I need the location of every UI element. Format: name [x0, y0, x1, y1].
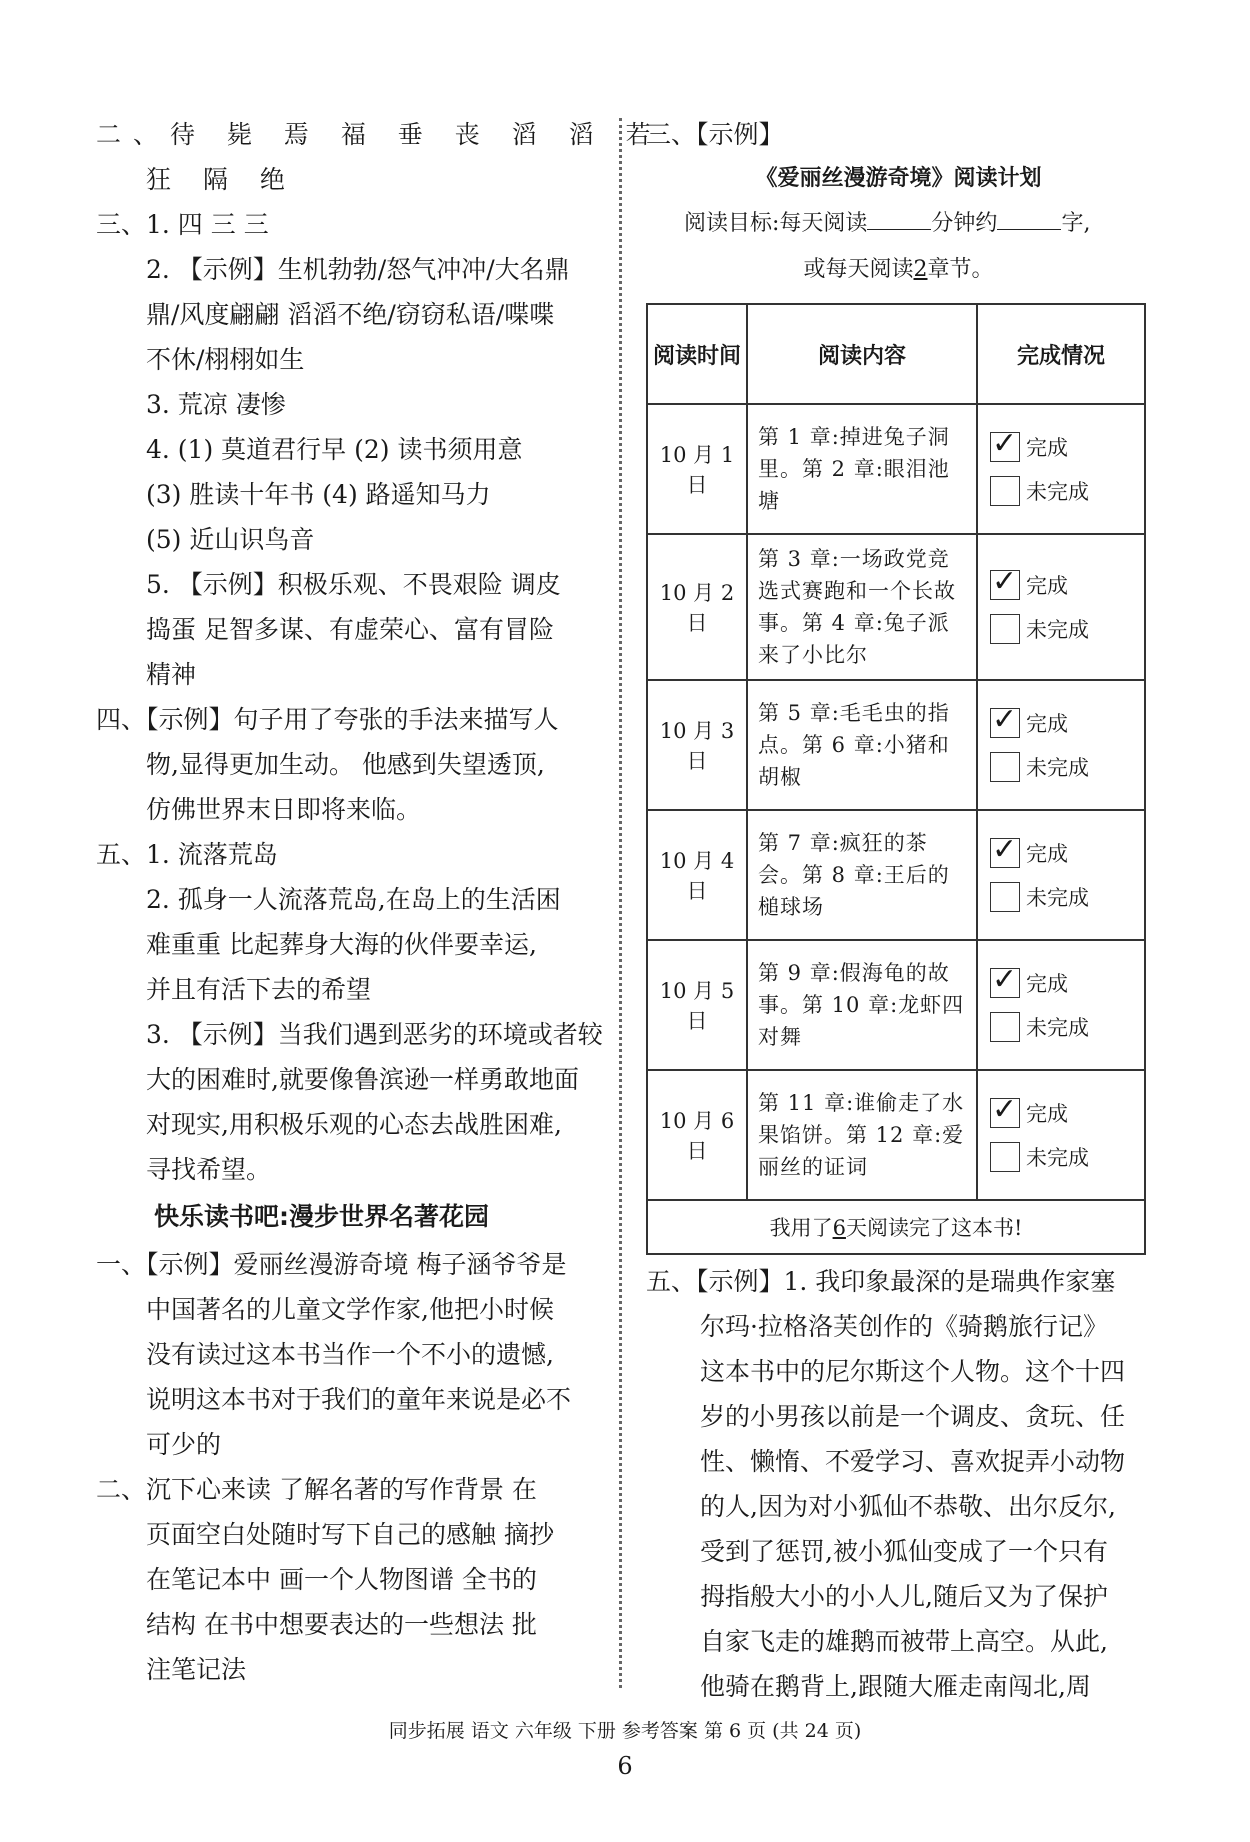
done-option: ✓ 完成 — [990, 961, 1132, 1005]
left-answers-part1 — [96, 112, 663, 1192]
text-line: 5. 【示例】积极乐观、不畏艰险 调皮 — [146, 570, 561, 599]
text-line: 岁的小男孩以前是一个调皮、贪玩、任 — [700, 1402, 1126, 1431]
text-line: 中国著名的儿童文学作家,他把小时候 — [146, 1295, 554, 1324]
text-line: 精神 — [146, 660, 197, 689]
text-line: 物,显得更加生动。 他感到失望透顶, — [146, 750, 545, 779]
checked-checkbox-icon — [990, 968, 1020, 998]
row-content: 第 11 章:谁偷走了水果馅饼。第 12 章:爱丽丝的证词 — [747, 1070, 977, 1200]
row-date: 10 月 2 日 — [647, 534, 747, 680]
plan-title: 《爱丽丝漫游奇境》阅读计划 — [755, 166, 1042, 191]
section-label: 三、【示例】 — [646, 120, 784, 149]
row-date: 10 月 6 日 — [647, 1070, 747, 1200]
header-content: 阅读内容 — [747, 304, 977, 404]
row-content: 第 7 章:疯狂的茶会。第 8 章:王后的槌球场 — [747, 810, 977, 940]
row-status — [977, 404, 1145, 534]
text-line: 狂 隔 绝 — [146, 165, 297, 194]
text-line: 捣蛋 足智多谋、有虚荣心、富有冒险 — [146, 615, 554, 644]
text-line: 在笔记本中 画一个人物图谱 全书的 — [146, 1565, 537, 1594]
not-done-option: 未完成 — [990, 875, 1132, 919]
text-line: 页面空白处随时写下自己的感触 摘抄 — [146, 1520, 554, 1549]
row-date: 10 月 4 日 — [647, 810, 747, 940]
reading-goal-line2: 或每天阅读2章节。 — [803, 257, 994, 282]
text-line: 受到了惩罚,被小狐仙变成了一个只有 — [700, 1537, 1108, 1566]
text-line: 4. (1) 莫道君行早 (2) 读书须用意 — [146, 435, 523, 464]
row-content: 第 9 章:假海龟的故事。第 10 章:龙虾四对舞 — [747, 940, 977, 1070]
text-line: (3) 胜读十年书 (4) 路遥知马力 — [146, 480, 491, 509]
text-line: 他骑在鹅背上,跟随大雁走南闯北,周 — [700, 1672, 1091, 1701]
text-line: 尔玛·拉格洛芙创作的《骑鹅旅行记》 — [700, 1312, 1108, 1341]
checked-checkbox-icon — [990, 432, 1020, 462]
row-date: 10 月 3 日 — [647, 680, 747, 810]
empty-checkbox-icon — [990, 882, 1020, 912]
reading-plan-table — [646, 303, 1146, 1255]
row-status — [977, 534, 1145, 680]
empty-checkbox-icon — [990, 752, 1020, 782]
row-status — [977, 1070, 1145, 1200]
done-option: ✓ 完成 — [990, 1091, 1132, 1135]
reading-goal: 阅读目标:每天阅读 分钟约 字, — [646, 201, 1151, 247]
table-row — [647, 680, 1145, 810]
text-line: 三、1. 四 三 三 — [96, 210, 269, 239]
empty-checkbox-icon — [990, 1142, 1020, 1172]
text-line: 这本书中的尼尔斯这个人物。这个十四 — [700, 1357, 1126, 1386]
row-status — [977, 940, 1145, 1070]
text-line: 3. 荒凉 凄惨 — [146, 390, 286, 419]
text-line: 二、沉下心来读 了解名著的写作背景 在 — [96, 1475, 537, 1504]
left-column — [96, 112, 663, 1692]
not-done-option: 未完成 — [990, 745, 1132, 789]
checked-checkbox-icon — [990, 838, 1020, 868]
checked-checkbox-icon — [990, 708, 1020, 738]
text-line: 仿佛世界末日即将来临。 — [146, 795, 422, 824]
table-row — [647, 1070, 1145, 1200]
blank-minutes — [867, 207, 931, 230]
text-line: 结构 在书中想要表达的一些想法 批 — [146, 1610, 537, 1639]
row-content: 第 3 章:一场政党竞选式赛跑和一个长故事。第 4 章:兔子派来了小比尔 — [747, 534, 977, 680]
empty-checkbox-icon — [990, 476, 1020, 506]
page-footer: 同步拓展 语文 六年级 下册 参考答案 第 6 页 (共 24 页) — [388, 1720, 862, 1742]
right-answers — [646, 1259, 1151, 1709]
header-status: 完成情况 — [977, 304, 1145, 404]
row-date: 10 月 1 日 — [647, 404, 747, 534]
section-heading: 快乐读书吧:漫步世界名著花园 — [154, 1202, 489, 1231]
text-line: 注笔记法 — [146, 1655, 247, 1684]
text-line: 并且有活下去的希望 — [146, 975, 372, 1004]
not-done-option: 未完成 — [990, 607, 1132, 651]
text-line: 大的困难时,就要像鲁滨逊一样勇敢地面 — [146, 1065, 579, 1094]
text-line: (5) 近山识鸟音 — [146, 525, 315, 554]
text-line: 一、【示例】爱丽丝漫游奇境 梅子涵爷爷是 — [96, 1250, 567, 1279]
header-time: 阅读时间 — [647, 304, 747, 404]
text-line: 对现实,用积极乐观的心态去战胜困难, — [146, 1110, 562, 1139]
text-line: 自家飞走的雄鹅而被带上高空。从此, — [700, 1627, 1108, 1656]
row-content: 第 1 章:掉进兔子洞里。第 2 章:眼泪池塘 — [747, 404, 977, 534]
done-option: ✓ 完成 — [990, 563, 1132, 607]
empty-checkbox-icon — [990, 614, 1020, 644]
not-done-option: 未完成 — [990, 1005, 1132, 1049]
text-line: 不休/栩栩如生 — [146, 345, 305, 374]
row-content: 第 5 章:毛毛虫的指点。第 6 章:小猪和胡椒 — [747, 680, 977, 810]
blank-words — [997, 207, 1061, 230]
table-row — [647, 534, 1145, 680]
right-column — [646, 112, 1151, 1709]
table-row — [647, 404, 1145, 534]
done-option: ✓ 完成 — [990, 701, 1132, 745]
text-line: 五、1. 流落荒岛 — [96, 840, 278, 869]
row-date: 10 月 5 日 — [647, 940, 747, 1070]
row-status — [977, 680, 1145, 810]
text-line: 可少的 — [146, 1430, 222, 1459]
text-line: 二、待 毙 焉 福 垂 丧 滔 滔 若 — [96, 120, 663, 149]
text-line: 五、【示例】1. 我印象最深的是瑞典作家塞 — [646, 1267, 1116, 1296]
table-row — [647, 810, 1145, 940]
text-line: 2. 孤身一人流落荒岛,在岛上的生活困 — [146, 885, 561, 914]
not-done-option: 未完成 — [990, 1135, 1132, 1179]
text-line: 性、懒惰、不爱学习、喜欢捉弄小动物 — [700, 1447, 1126, 1476]
text-line: 寻找希望。 — [146, 1155, 272, 1184]
text-line: 说明这本书对于我们的童年来说是必不 — [146, 1385, 572, 1414]
done-option: ✓ 完成 — [990, 831, 1132, 875]
text-line: 的人,因为对小狐仙不恭敬、出尔反尔, — [700, 1492, 1116, 1521]
text-line: 没有读过这本书当作一个不小的遗憾, — [146, 1340, 554, 1369]
not-done-option: 未完成 — [990, 469, 1132, 513]
text-line: 拇指般大小的小人儿,随后又为了保护 — [700, 1582, 1108, 1611]
left-answers-part2 — [96, 1242, 601, 1692]
text-line: 难重重 比起葬身大海的伙伴要幸运, — [146, 930, 537, 959]
text-line: 2. 【示例】生机勃勃/怒气冲冲/大名鼎 — [146, 255, 570, 284]
checked-checkbox-icon — [990, 1098, 1020, 1128]
row-status — [977, 810, 1145, 940]
done-option: ✓ 完成 — [990, 425, 1132, 469]
table-row — [647, 940, 1145, 1070]
text-line: 3. 【示例】当我们遇到恶劣的环境或者较 — [146, 1020, 603, 1049]
column-divider — [619, 118, 622, 1688]
table-footer: 我用了6天阅读完了这本书! — [647, 1200, 1145, 1254]
page-number: 6 — [617, 1752, 633, 1780]
text-line: 鼎/风度翩翩 滔滔不绝/窃窃私语/喋喋 — [146, 300, 555, 329]
empty-checkbox-icon — [990, 1012, 1020, 1042]
text-line: 四、【示例】句子用了夸张的手法来描写人 — [96, 705, 559, 734]
checked-checkbox-icon — [990, 570, 1020, 600]
